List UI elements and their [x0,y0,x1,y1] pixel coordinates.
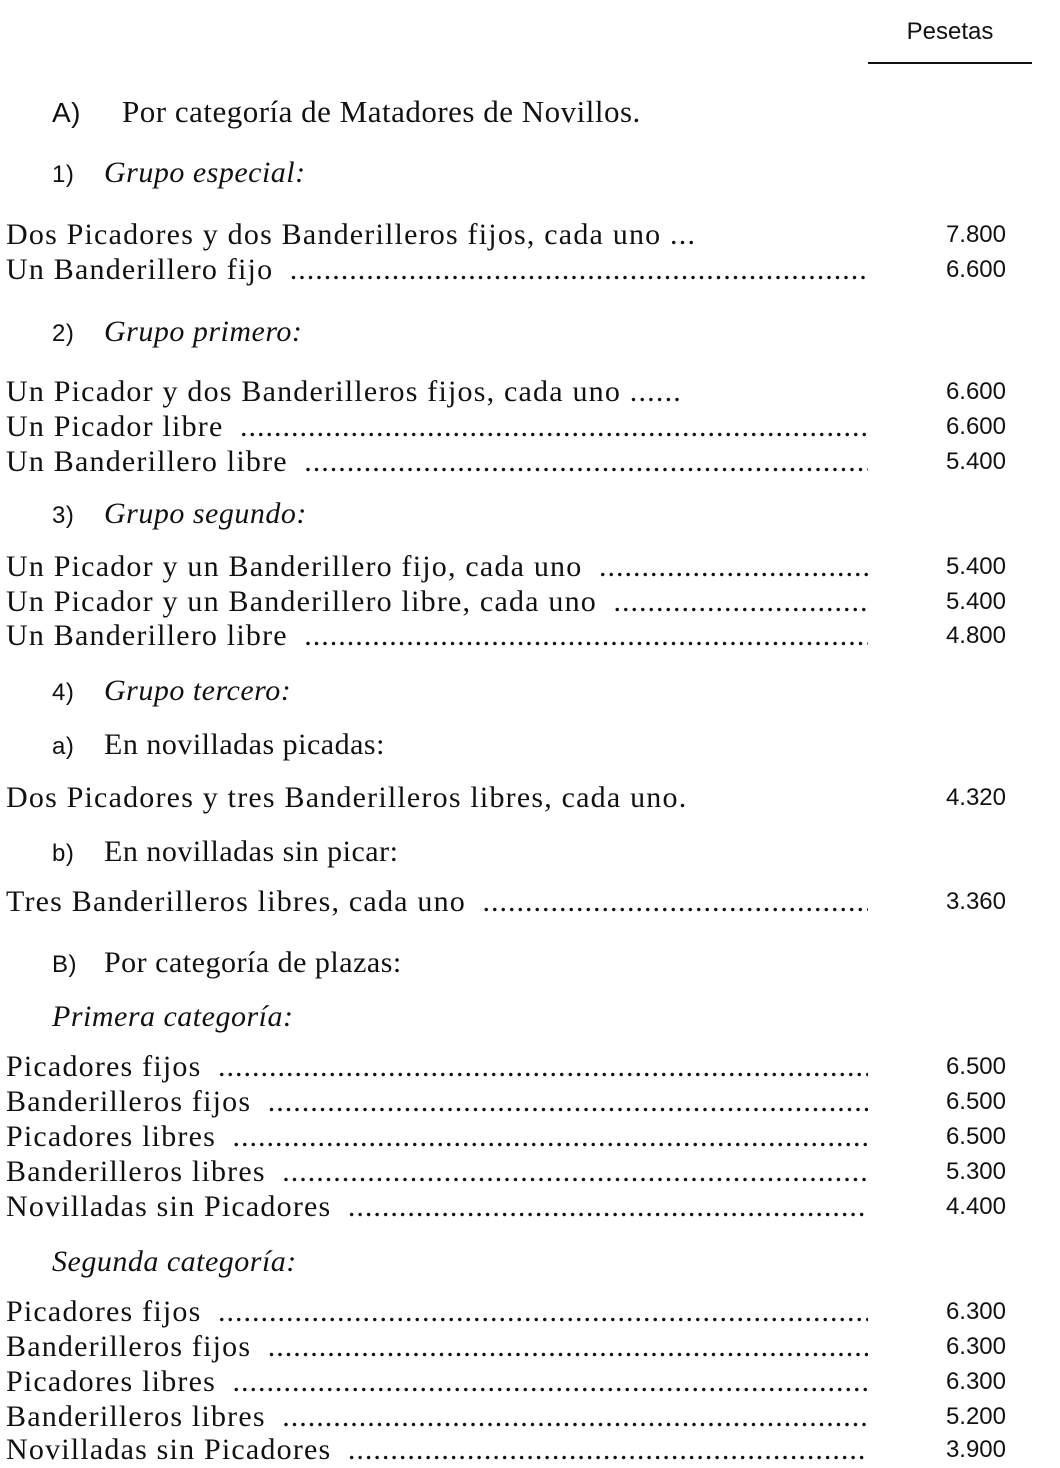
row-value: 6.300 [945,1298,1006,1325]
subsection-marker: 4) [52,679,75,706]
section-heading-b [52,946,402,980]
subsection-marker: b) [52,840,75,867]
table-row [6,1155,1006,1189]
table-row [6,585,1006,619]
subsection-title: Grupo primero: [104,315,303,348]
section-title: Por categoría de Matadores de Novillos. [122,94,641,129]
row-value: 4.320 [945,784,1006,811]
subsection-heading-grupo-primero [52,315,302,349]
table-row [6,253,1006,287]
table-row [6,410,1006,444]
row-label: Un Picador y un Banderillero fijo, cada uno ..... [6,550,868,584]
subsection-heading-grupo-tercero [52,674,291,708]
row-value: 5.200 [945,1403,1006,1430]
table-row [6,375,1006,409]
row-value: 3.360 [945,888,1006,915]
table-row [6,1190,1006,1224]
row-value: 4.400 [945,1193,1006,1220]
row-label: Un Banderillero libre ..... [6,619,868,653]
table-row [6,1295,1006,1329]
subsection-heading-novilladas-picadas [52,728,385,762]
subsection-heading-segunda-categoria [52,1245,297,1279]
subsection-title: En novilladas picadas: [104,728,385,761]
table-row [6,1085,1006,1119]
row-label: Banderilleros fijos ..... [6,1330,868,1364]
table-row [6,885,1006,919]
subsection-heading-primera-categoria [52,1000,293,1034]
row-label: Un Banderillero fijo ..... [6,253,868,287]
row-value: 6.300 [945,1333,1006,1360]
row-label: Novilladas sin Picadores ..... [6,1190,868,1224]
subsection-marker: a) [52,733,75,760]
subsection-heading-grupo-segundo [52,497,307,531]
row-label: Un Picador y un Banderillero libre, cada uno ..... [6,585,868,619]
row-value: 6.500 [945,1123,1006,1150]
row-label: Un Picador y dos Banderilleros fijos, cada uno ...... [6,375,868,409]
section-heading-a [52,94,641,130]
row-value: 4.800 [945,622,1006,649]
row-value: 5.400 [945,588,1006,615]
row-label: Picadores fijos ..... [6,1050,868,1084]
subsection-title: Grupo especial: [104,156,306,189]
subsection-marker: 3) [52,502,75,529]
row-value: 3.900 [945,1436,1006,1463]
table-row [6,445,1006,479]
subsection-marker: 1) [52,161,75,188]
row-value: 6.500 [945,1053,1006,1080]
table-row [6,619,1006,653]
table-row [6,1050,1006,1084]
row-value: 6.600 [945,413,1006,440]
row-label: Un Picador libre ..... [6,410,868,444]
row-label: Picadores libres ..... [6,1365,868,1399]
section-title: Por categoría de plazas: [104,946,402,979]
row-value: 5.300 [945,1158,1006,1185]
subsection-title: Grupo segundo: [104,497,307,530]
row-label: Tres Banderilleros libres, cada uno ..... [6,885,868,919]
row-label: Dos Picadores y tres Banderilleros libres, cada uno. [6,781,868,815]
row-label: Novilladas sin Picadores ..... [6,1433,868,1467]
row-label: Picadores fijos ..... [6,1295,868,1329]
subsection-title: En novilladas sin picar: [104,835,399,868]
section-marker: B) [52,951,77,978]
subsection-title: Primera categoría: [52,1000,294,1033]
row-value: 6.500 [945,1088,1006,1115]
row-label: Dos Picadores y dos Banderilleros fijos, cada uno ... [6,218,868,252]
row-label: Un Banderillero libre ..... [6,445,868,479]
subsection-title: Grupo tercero: [104,674,292,707]
table-row [6,1433,1006,1467]
table-row [6,218,1006,252]
table-row [6,550,1006,584]
row-label: Banderilleros libres ..... [6,1155,868,1189]
row-value: 6.600 [945,256,1006,283]
row-value: 6.300 [945,1368,1006,1395]
subsection-title: Segunda categoría: [52,1245,297,1278]
table-row [6,1330,1006,1364]
subsection-heading-grupo-especial [52,156,306,190]
row-value: 6.600 [945,378,1006,405]
row-label: Banderilleros libres ..... [6,1400,868,1434]
row-value: 7.800 [945,221,1006,248]
table-row [6,1365,1006,1399]
table-row [6,781,1006,815]
row-value: 5.400 [945,553,1006,580]
column-header-pesetas: Pesetas [906,18,994,45]
table-row [6,1120,1006,1154]
row-value: 5.400 [945,448,1006,475]
row-label: Banderilleros fijos ..... [6,1085,868,1119]
row-label: Picadores libres ..... [6,1120,868,1154]
section-marker: A) [52,97,81,128]
column-header-rule [868,62,1032,64]
subsection-marker: 2) [52,320,75,347]
table-row [6,1400,1006,1434]
subsection-heading-novilladas-sin-picar [52,835,398,869]
